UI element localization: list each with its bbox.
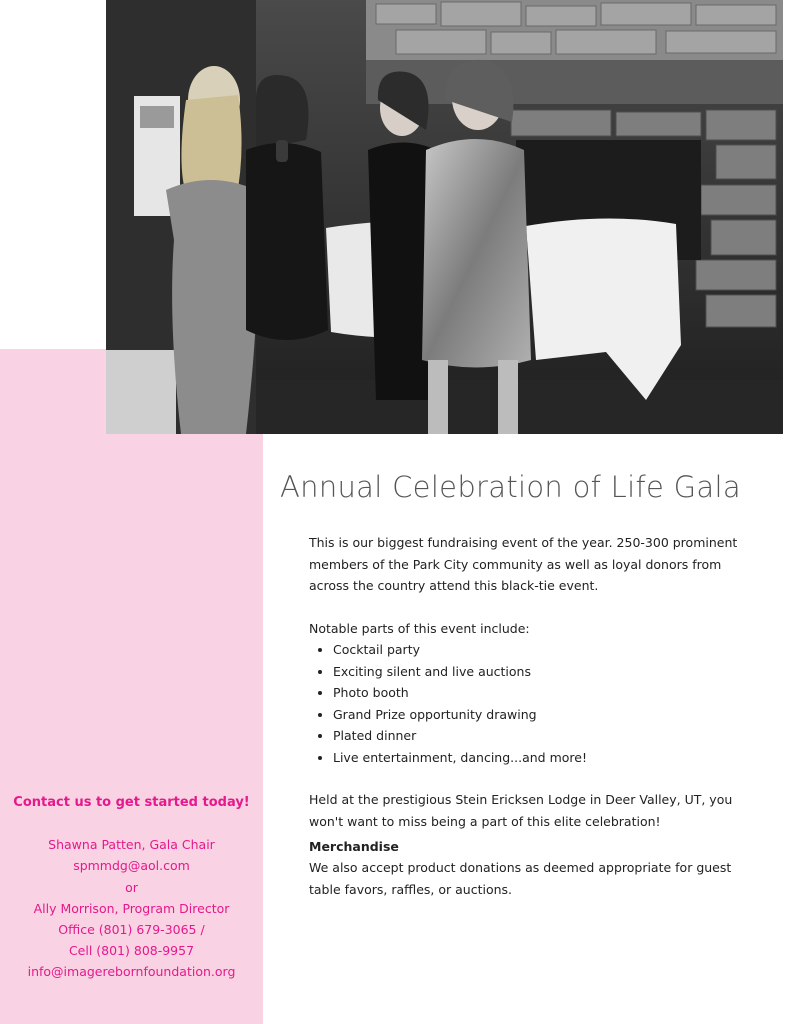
location-paragraph: Held at the prestigious Stein Ericksen Lodge in Deer Valley, UT, you won't want to miss being a part of this elite celebration! <box>309 792 733 829</box>
list-item: • Photo booth <box>333 682 749 704</box>
contact-cell-phone[interactable]: Cell (801) 808-9957 <box>68 943 195 959</box>
contact-email-link[interactable]: info@imagerebornfoundation.org <box>27 964 236 980</box>
list-item: • Exciting silent and live auctions <box>333 661 749 683</box>
contact-name: Ally Morrison, Program Director <box>33 900 230 916</box>
merchandise-heading: Merchandise <box>309 839 399 854</box>
contact-name: Shawna Patten, Gala Chair <box>48 837 215 853</box>
list-item: • Cocktail party <box>333 639 749 661</box>
contact-office-phone[interactable]: Office (801) 679-3065 / <box>58 922 205 938</box>
merchandise-paragraph: We also accept product donations as deemed appropriate for guest table favors, raffles, or auctions. <box>309 860 732 897</box>
notable-list <box>309 639 749 768</box>
intro-paragraph: This is our biggest fundraising event of the year. 250-300 prominent members of the Park City community as well as loyal donors from across the country attend this black-tie event. <box>309 535 738 593</box>
notable-intro: Notable parts of this event include: <box>309 620 530 636</box>
contact-heading: Contact us to get started today! <box>13 795 250 810</box>
list-item: • Grand Prize opportunity drawing <box>333 704 749 726</box>
page-title: Annual Celebration of Life Gala <box>280 470 741 504</box>
list-item: • Plated dinner <box>333 725 749 747</box>
event-description <box>309 532 749 900</box>
list-item: • Live entertainment, dancing...and more! <box>333 747 749 769</box>
contact-or: or <box>125 879 138 895</box>
event-photo <box>106 0 783 434</box>
contact-email-link[interactable]: spmmdg@aol.com <box>73 858 190 874</box>
event-photo-illustration <box>106 0 783 434</box>
contact-block <box>0 792 263 983</box>
